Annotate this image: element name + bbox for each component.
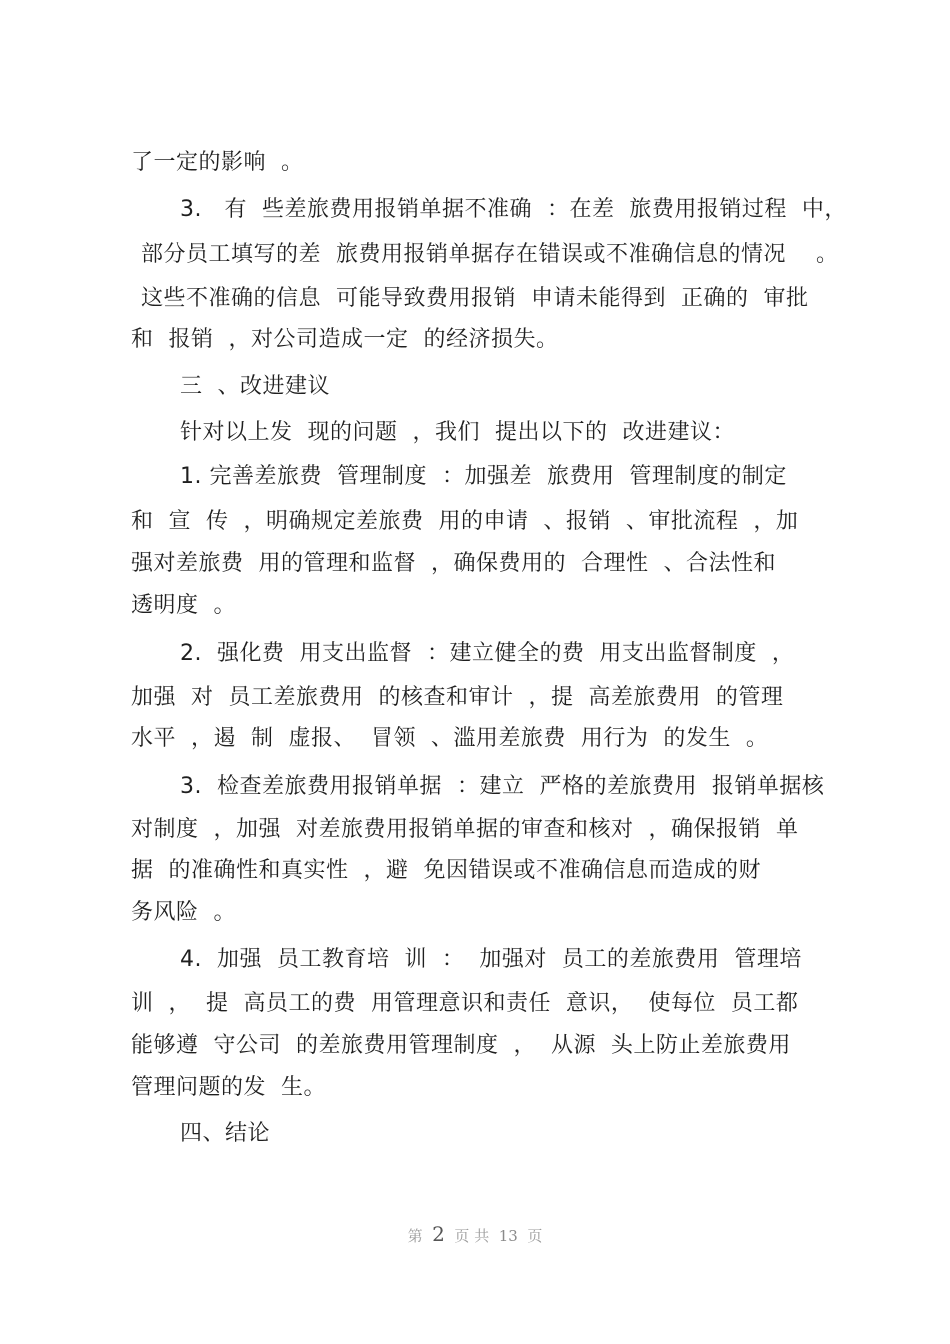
section-heading: 四、结论 [180, 1121, 271, 1146]
text-line: 3. 检查差旅费用报销单据 ：建立 严格的差旅费用 报销单据核 [180, 774, 825, 799]
section-heading: 三 、改进建议 [180, 374, 330, 399]
text-line: 强对差旅费 用的管理和监督 ，确保费用的 合理性 、合法性和 [131, 551, 776, 576]
text-line: 针对以上发 现的问题 ，我们 提出以下的 改进建议： [180, 420, 735, 445]
page-number: 2 [432, 1222, 445, 1246]
text-line: 对制度 ，加强 对差旅费用报销单据的审查和核对 ，确保报销 单 [131, 817, 799, 842]
text-line: 据 的准确性和真实性 ，避 免因错误或不准确信息而造成的财 [131, 858, 761, 883]
text-line: 这些不准确的信息 可能导致费用报销 申请未能得到 正确的 审批 [141, 286, 809, 311]
text-line: 能够遵 守公司 的差旅费用管理制度 ， 从源 头上防止差旅费用 [131, 1033, 791, 1058]
text-line: 和 报销 ，对公司造成一定 的经济损失。 [131, 327, 559, 352]
text-line: 了一定的影响 。 [131, 150, 304, 175]
text-line: 水平 ，遏 制 虚报、 冒领 、滥用差旅费 用行为 的发生 。 [131, 726, 769, 751]
text-line: 透明度 。 [131, 593, 236, 618]
text-line: 加强 对 员工差旅费用 的核查和审计 ，提 高差旅费用 的管理 [131, 685, 784, 710]
text-line: 务风险 。 [131, 900, 236, 925]
text-line: 3. 有 些差旅费用报销单据不准确 ：在差 旅费用报销过程 中， [180, 197, 847, 222]
text-line: 4. 加强 员工教育培 训 ： 加强对 员工的差旅费用 管理培 [180, 947, 802, 972]
footer-suffix: 页 [517, 1227, 543, 1245]
page-total: 13 [498, 1227, 518, 1245]
text-line: 部分员工填写的差 旅费用报销单据存在错误或不准确信息的情况 。 [141, 242, 839, 267]
footer-prefix: 第 [407, 1227, 433, 1245]
text-line: 2. 强化费 用支出监督 ：建立健全的费 用支出监督制度 ， [180, 641, 795, 666]
footer-middle: 页 共 [444, 1227, 499, 1245]
text-line: 和 宣 传 ，明确规定差旅费 用的申请 、报销 、审批流程 ，加 [131, 509, 799, 534]
page-footer [0, 1222, 950, 1246]
text-line: 1. 完善差旅费 管理制度 ：加强差 旅费用 管理制度的制定 [180, 464, 787, 489]
text-line: 管理问题的发 生。 [131, 1075, 326, 1100]
text-line: 训 ， 提 高员工的费 用管理意识和责任 意识， 使每位 员工都 [131, 991, 799, 1016]
